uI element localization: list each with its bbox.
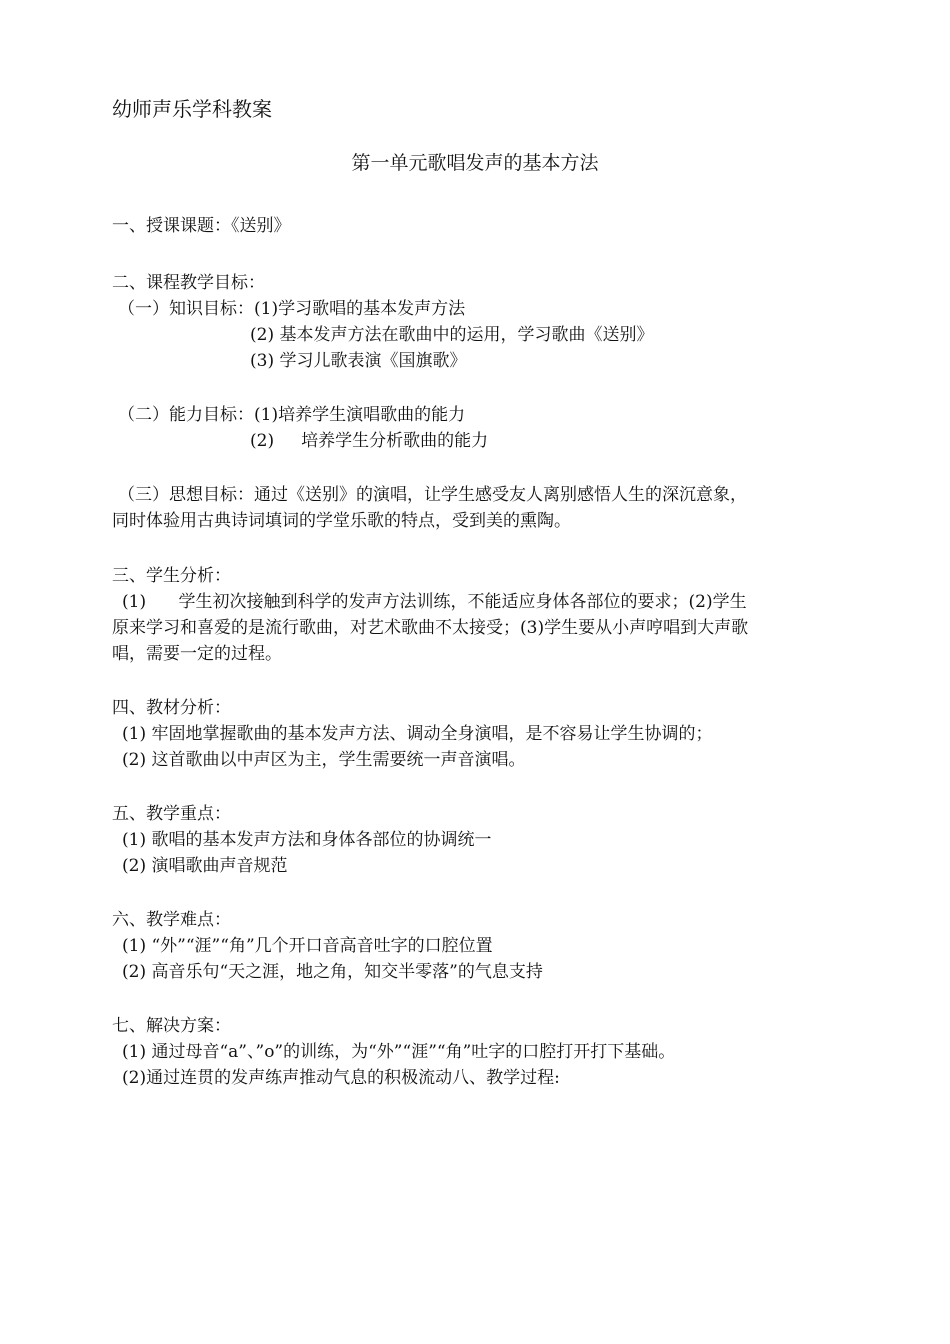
difficulty-1: (1) “外”“涯”“角”几个开口音高音吐字的口腔位置 (122, 936, 493, 956)
ability-goal-1: （二）能力目标：(1)培养学生演唱歌曲的能力 (118, 405, 466, 425)
section-2-heading: 二、课程教学目标： (112, 273, 265, 293)
ability-goal-2: (2) 培养学生分析歌曲的能力 (250, 431, 489, 451)
thought-goal-line-1: （三）思想目标：通过《送别》的演唱，让学生感受友人离别感悟人生的深沉意象， (118, 485, 747, 505)
key-point-2: (2) 演唱歌曲声音规范 (122, 856, 288, 876)
material-analysis-line-2: (2) 这首歌曲以中声区为主，学生需要统一声音演唱。 (122, 750, 526, 770)
knowledge-goal-2: (2) 基本发声方法在歌曲中的运用，学习歌曲《送别》 (250, 325, 654, 345)
knowledge-goal-1: （一）知识目标：(1)学习歌唱的基本发声方法 (118, 299, 466, 319)
section-1-topic: 一、授课课题：《送别》 (112, 216, 291, 236)
solution-1: (1) 通过母音“a”、”o”的训练，为“外”“涯”“角”吐字的口腔打开打下基础。 (122, 1042, 676, 1062)
section-6-heading: 六、教学难点： (112, 910, 231, 930)
student-analysis-line-2: 原来学习和喜爱的是流行歌曲，对艺术歌曲不太接受；(3)学生要从小声哼唱到大声歌 (112, 618, 749, 638)
solution-2: (2)通过连贯的发声练声推动气息的积极流动八、教学过程: (122, 1068, 560, 1088)
document-title: 幼师声乐学科教案 (112, 97, 272, 121)
unit-title: 第一单元歌唱发声的基本方法 (351, 152, 599, 174)
section-7-heading: 七、解决方案： (112, 1016, 231, 1036)
difficulty-2: (2) 高音乐句“天之涯，地之角，知交半零落”的气息支持 (122, 962, 543, 982)
student-analysis-line-3: 唱，需要一定的过程。 (112, 644, 282, 664)
material-analysis-line-1: (1) 牢固地掌握歌曲的基本发声方法、调动全身演唱，是不容易让学生协调的； (122, 724, 713, 744)
section-5-heading: 五、教学重点： (112, 804, 231, 824)
student-analysis-line-1: (1) 学生初次接触到科学的发声方法训练，不能适应身体各部位的要求；(2)学生 (122, 592, 747, 612)
section-4-heading: 四、教材分析： (112, 698, 231, 718)
thought-goal-line-2: 同时体验用古典诗词填词的学堂乐歌的特点，受到美的熏陶。 (112, 511, 571, 531)
section-3-heading: 三、学生分析： (112, 566, 231, 586)
knowledge-goal-3: (3) 学习儿歌表演《国旗歌》 (250, 351, 467, 371)
key-point-1: (1) 歌唱的基本发声方法和身体各部位的协调统一 (122, 830, 492, 850)
